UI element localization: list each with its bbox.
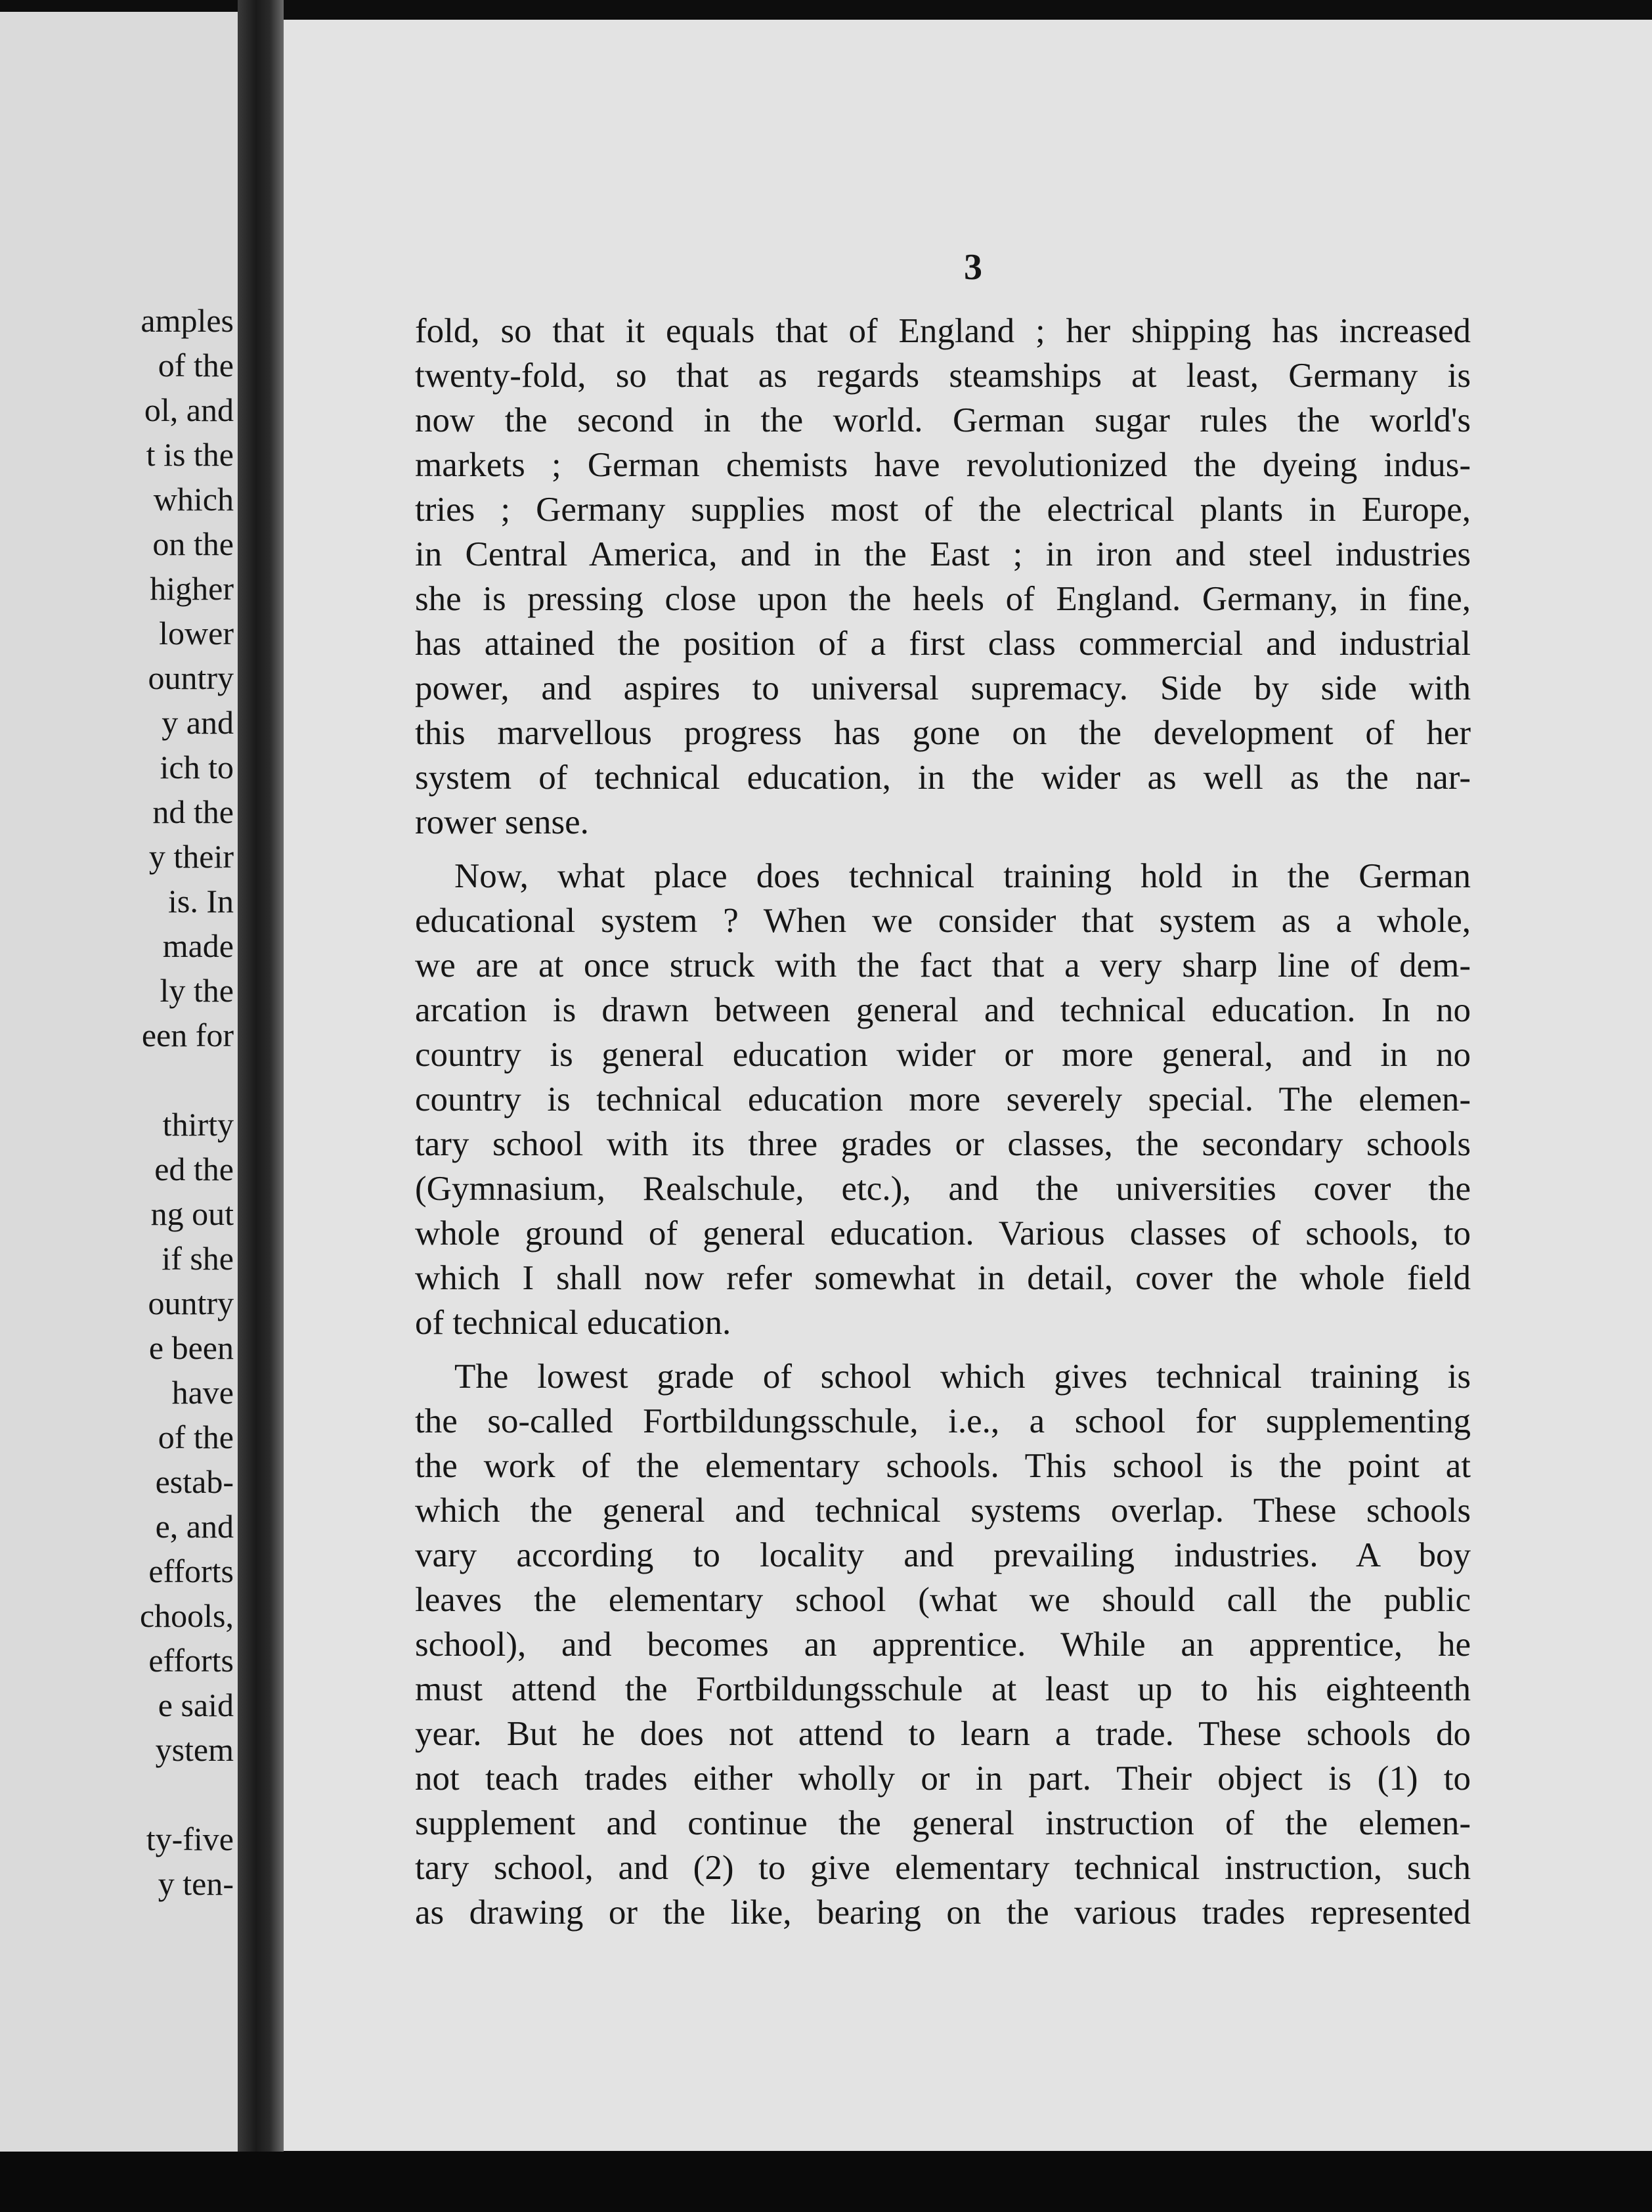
left-page-line: is. In — [168, 883, 234, 919]
left-page-line: have — [171, 1374, 234, 1411]
text-line: The lowest grade of school which gives technical training is — [454, 1358, 1471, 1396]
text-line: this marvellous progress has gone on the development of her — [415, 714, 1471, 752]
left-page-line: made — [162, 927, 234, 964]
paragraph-1 — [415, 309, 1471, 845]
left-page-line: ich to — [160, 749, 234, 785]
left-page-line: lower — [159, 615, 234, 652]
text-line: of technical education. — [415, 1304, 731, 1342]
text-line: we are at once struck with the fact that a very sharp line of dem- — [415, 946, 1471, 984]
text-line: school), and becomes an apprentice. While an apprentice, he — [415, 1626, 1471, 1664]
text-line: Now, what place does technical training hold in the German — [454, 857, 1471, 895]
text-line: year. But he does not attend to learn a trade. These schools do — [415, 1715, 1471, 1753]
left-page-line: e said — [158, 1687, 234, 1723]
left-page-line: estab- — [155, 1463, 234, 1500]
text-line: in Central America, and in the East ; in iron and steel industries — [415, 535, 1471, 573]
text-line: twenty-fold, so that as regards steamships at least, Germany is — [415, 357, 1471, 395]
text-line: power, and aspires to universal supremacy. Side by side with — [415, 669, 1471, 707]
left-page-line: ountry — [148, 1285, 234, 1321]
left-page-line: nd the — [152, 793, 234, 830]
text-line: she is pressing close upon the heels of England. Germany, in fine, — [415, 580, 1471, 618]
text-line: vary according to locality and prevailing industries. A boy — [415, 1536, 1471, 1574]
left-page-line: efforts — [148, 1553, 234, 1589]
left-page-line: ol, and — [144, 391, 234, 428]
left-page-line: e, and — [155, 1508, 234, 1545]
text-line: tary school, and (2) to give elementary technical instruction, such — [415, 1849, 1471, 1887]
text-line: country is general education wider or more general, and in no — [415, 1036, 1471, 1074]
left-page-line: een for — [141, 1017, 234, 1053]
text-line: markets ; German chemists have revolutionized the dyeing indus- — [415, 446, 1471, 484]
text-line: educational system ? When we consider that system as a whole, — [415, 902, 1471, 940]
text-line: rower sense. — [415, 803, 589, 841]
text-line: arcation is drawn between general and technical education. In no — [415, 991, 1471, 1029]
left-page-line: amples — [141, 302, 234, 339]
scan-border — [0, 2152, 1652, 2212]
left-page-line: ystem — [155, 1731, 234, 1768]
left-page-line: of the — [158, 347, 234, 384]
left-page-line: ountry — [148, 659, 234, 696]
text-line: the so-called Fortbildungsschule, i.e., a school for supplementing — [415, 1402, 1471, 1440]
page-number: 3 — [964, 247, 982, 288]
left-page-line: y and — [162, 704, 234, 741]
left-page-line: chools, — [139, 1597, 234, 1634]
text-line: not teach trades either wholly or in part. Their object is (1) to — [415, 1759, 1471, 1798]
text-line: now the second in the world. German sugar rules the world's — [415, 401, 1471, 439]
book-gutter — [238, 0, 284, 2212]
left-page-fragment — [0, 12, 238, 2158]
left-page-line: thirty — [162, 1106, 234, 1143]
text-line: country is technical education more severely special. The elemen- — [415, 1080, 1471, 1118]
left-page-line: ng out — [150, 1195, 234, 1232]
text-line: has attained the position of a first class commercial and industrial — [415, 625, 1471, 663]
left-page-line: ty-five — [146, 1821, 234, 1857]
text-line: tries ; Germany supplies most of the electrical plants in Europe, — [415, 491, 1471, 529]
left-page-line: e been — [148, 1329, 234, 1366]
text-line: supplement and continue the general instruction of the elemen- — [415, 1804, 1471, 1842]
left-page-line: higher — [150, 570, 234, 607]
text-line: leaves the elementary school (what we should call the public — [415, 1581, 1471, 1619]
text-line: must attend the Fortbildungsschule at least up to his eighteenth — [415, 1670, 1471, 1708]
text-line: tary school with its three grades or classes, the secondary schools — [415, 1125, 1471, 1163]
paragraph-3 — [415, 1354, 1471, 1935]
text-line: which I shall now refer somewhat in detail, cover the whole field — [415, 1259, 1471, 1297]
text-line: the work of the elementary schools. This school is the point at — [415, 1447, 1471, 1485]
left-page-line: which — [153, 481, 234, 518]
text-line: which the general and technical systems overlap. These schools — [415, 1492, 1471, 1530]
left-page-line: y their — [148, 838, 234, 875]
text-line: whole ground of general education. Various classes of schools, to — [415, 1214, 1471, 1252]
left-page-line: y ten- — [158, 1865, 234, 1902]
left-page-line: t is the — [146, 436, 234, 473]
left-page-line: on the — [152, 525, 234, 562]
left-page-line: ed the — [154, 1151, 234, 1187]
text-line: as drawing or the like, bearing on the various trades represented — [415, 1893, 1471, 1932]
left-page-line: ly the — [160, 972, 234, 1009]
left-page-line: if she — [162, 1240, 234, 1277]
main-page — [284, 20, 1652, 2151]
text-line: fold, so that it equals that of England ; her shipping has increased — [415, 312, 1471, 350]
text-line: system of technical education, in the wider as well as the nar- — [415, 759, 1471, 797]
left-page-line: of the — [158, 1419, 234, 1455]
text-line: (Gymnasium, Realschule, etc.), and the universities cover the — [415, 1170, 1471, 1208]
body-text — [415, 309, 1471, 1944]
left-page-line: efforts — [148, 1642, 234, 1679]
paragraph-2 — [415, 854, 1471, 1345]
